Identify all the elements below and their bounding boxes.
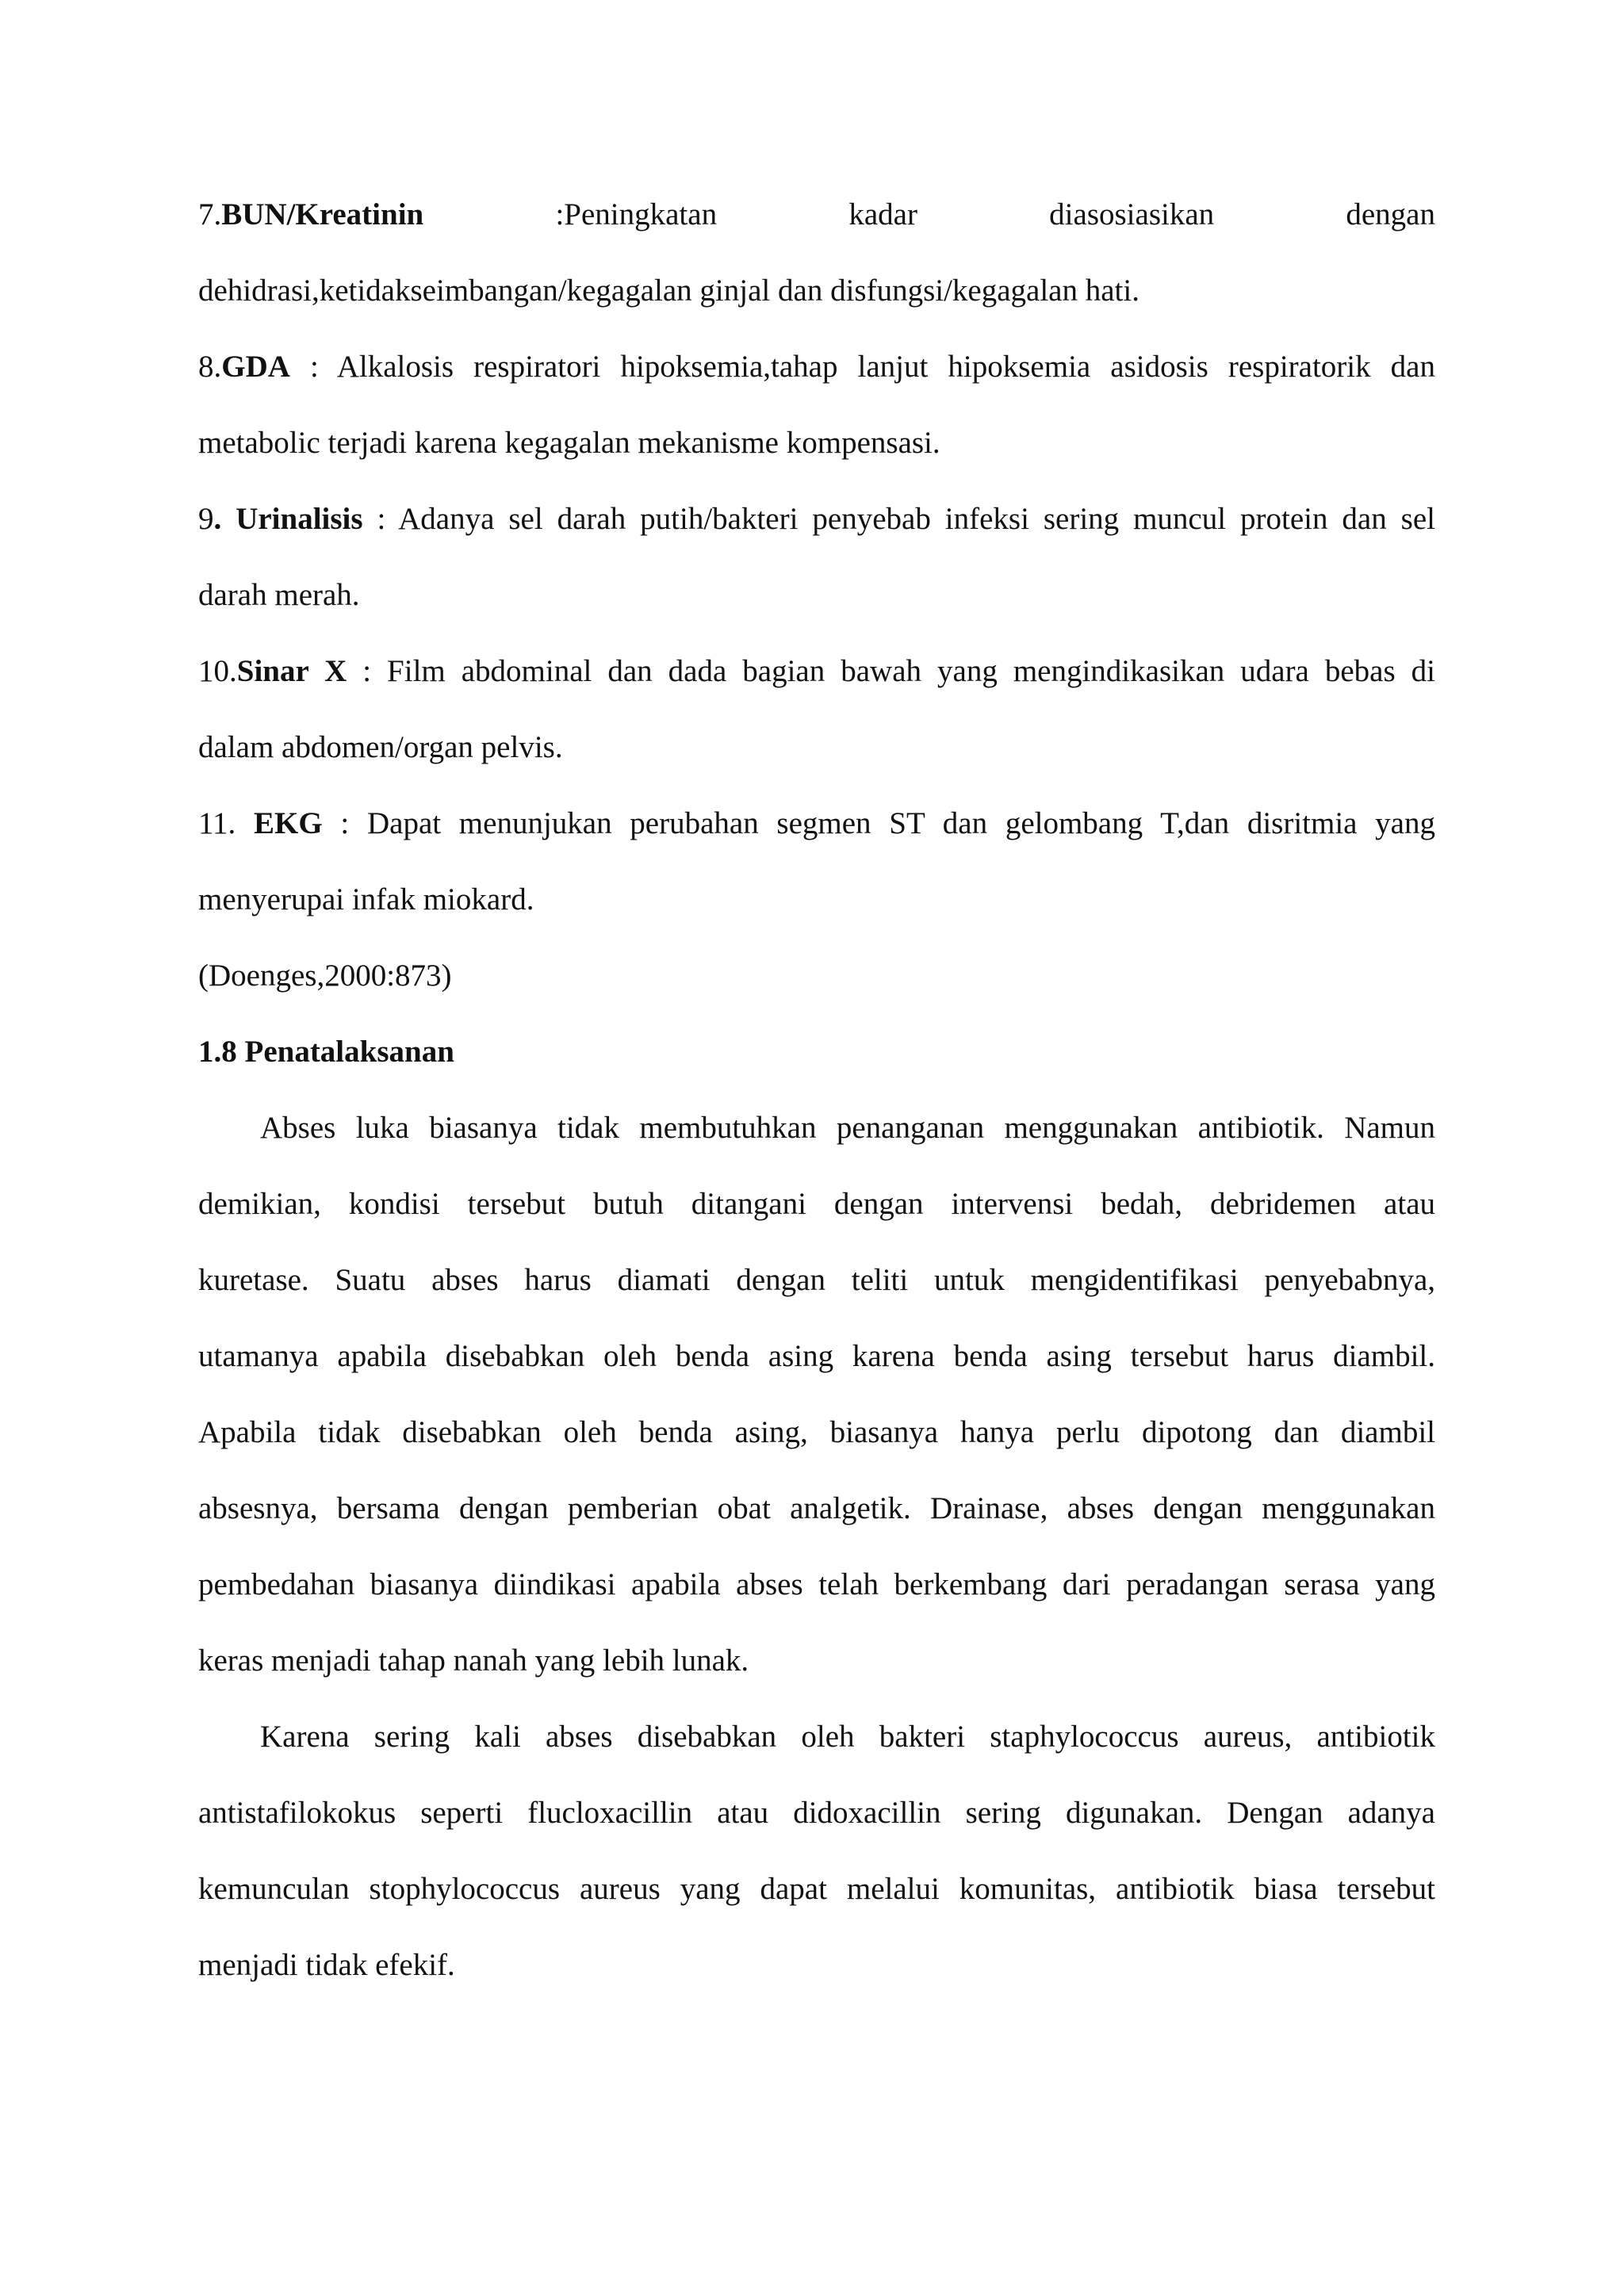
item-10-line-2: dalam abdomen/organ pelvis. <box>198 730 563 764</box>
item-11-text: : Dapat menunjukan perubahan segmen ST dan gelombang T,dan disritmia yang <box>322 806 1435 840</box>
item-7-term: BUN/Kreatinin <box>221 197 424 232</box>
paragraph-2-line-2: antistafilokokus seperti flucloxacillin atau didoxacillin sering digunakan. Dengan adanya <box>198 1796 1435 1830</box>
citation: (Doenges,2000:873) <box>198 959 452 993</box>
item-7-spread <box>198 187 1435 243</box>
section-heading-text: 1.8 Penatalaksanan <box>198 1035 454 1069</box>
item-7-word-2: kadar <box>848 197 917 232</box>
item-9-line-1 <box>198 492 1435 568</box>
document-body <box>198 187 1435 2014</box>
item-7-line-1 <box>198 187 1435 263</box>
item-10-term: Sinar X <box>236 654 347 688</box>
item-11-term: EKG <box>254 806 323 840</box>
paragraph-1-line-6: absesnya, bersama dengan pemberian obat analgetik. Drainase, abses dengan menggunakan <box>198 1491 1435 1525</box>
section-heading <box>198 1024 1435 1100</box>
item-11-line-1 <box>198 796 1435 872</box>
item-10-text: : Film abdominal dan dada bagian bawah yang mengindikasikan udara bebas di <box>347 654 1435 688</box>
item-8-text: : Alkalosis respiratori hipoksemia,tahap lanjut hipoksemia asidosis respiratorik dan <box>289 350 1435 384</box>
paragraph-1-line-3: kuretase. Suatu abses harus diamati dengan teliti untuk mengidentifikasi penyebabnya, <box>198 1263 1435 1297</box>
paragraph-1-line-8: keras menjadi tahap nanah yang lebih lunak. <box>198 1644 749 1678</box>
paragraph-1-line-1: Abses luka biasanya tidak membutuhkan penanganan menggunakan antibiotik. Namun <box>260 1111 1435 1145</box>
item-7-word-3: diasosiasikan <box>1049 197 1215 232</box>
item-7-word-1: :Peningkatan <box>555 197 718 232</box>
paragraph-1-line-7: pembedahan biasanya diindikasi apabila abses telah berkembang dari peradangan serasa yang <box>198 1567 1435 1601</box>
item-7-word-4: dengan <box>1346 197 1435 232</box>
item-7-number: 7. <box>198 197 222 232</box>
paragraph-1-line-2: demikian, kondisi tersebut butuh ditangani dengan intervensi bedah, debridemen atau <box>198 1187 1435 1221</box>
item-9-text: : Adanya sel darah putih/bakteri penyebab infeksi sering muncul protein dan sel <box>362 502 1435 536</box>
item-10-line-1 <box>198 644 1435 720</box>
paragraph-2-line-1: Karena sering kali abses disebabkan oleh bakteri staphylococcus aureus, antibiotik <box>260 1720 1435 1754</box>
item-9-term: . Urinalisis <box>213 502 363 536</box>
item-7-label <box>198 187 423 243</box>
paragraph-1-line-4: utamanya apabila disebabkan oleh benda asing karena benda asing tersebut harus diambil. <box>198 1339 1435 1373</box>
item-8-term: GDA <box>221 350 290 384</box>
item-8-number: 8. <box>198 350 222 384</box>
item-11-number: 11. <box>198 806 255 840</box>
paragraph-2-line-4: menjadi tidak efekif. <box>198 1948 455 1982</box>
item-8-line-1 <box>198 339 1435 415</box>
item-7-line-2: dehidrasi,ketidakseimbangan/kegagalan ginjal dan disfungsi/kegagalan hati. <box>198 274 1139 308</box>
item-9-line-2: darah merah. <box>198 578 360 612</box>
item-9-number: 9 <box>198 502 214 536</box>
paragraph-1-line-5: Apabila tidak disebabkan oleh benda asing, biasanya hanya perlu dipotong dan diambil <box>198 1415 1435 1449</box>
item-10-number: 10. <box>198 654 237 688</box>
item-8-line-2: metabolic terjadi karena kegagalan mekanisme kompensasi. <box>198 426 940 460</box>
item-11-line-2: menyerupai infak miokard. <box>198 882 534 916</box>
paragraph-2-line-3: kemunculan stophylococcus aureus yang dapat melalui komunitas, antibiotik biasa tersebut <box>198 1872 1435 1906</box>
